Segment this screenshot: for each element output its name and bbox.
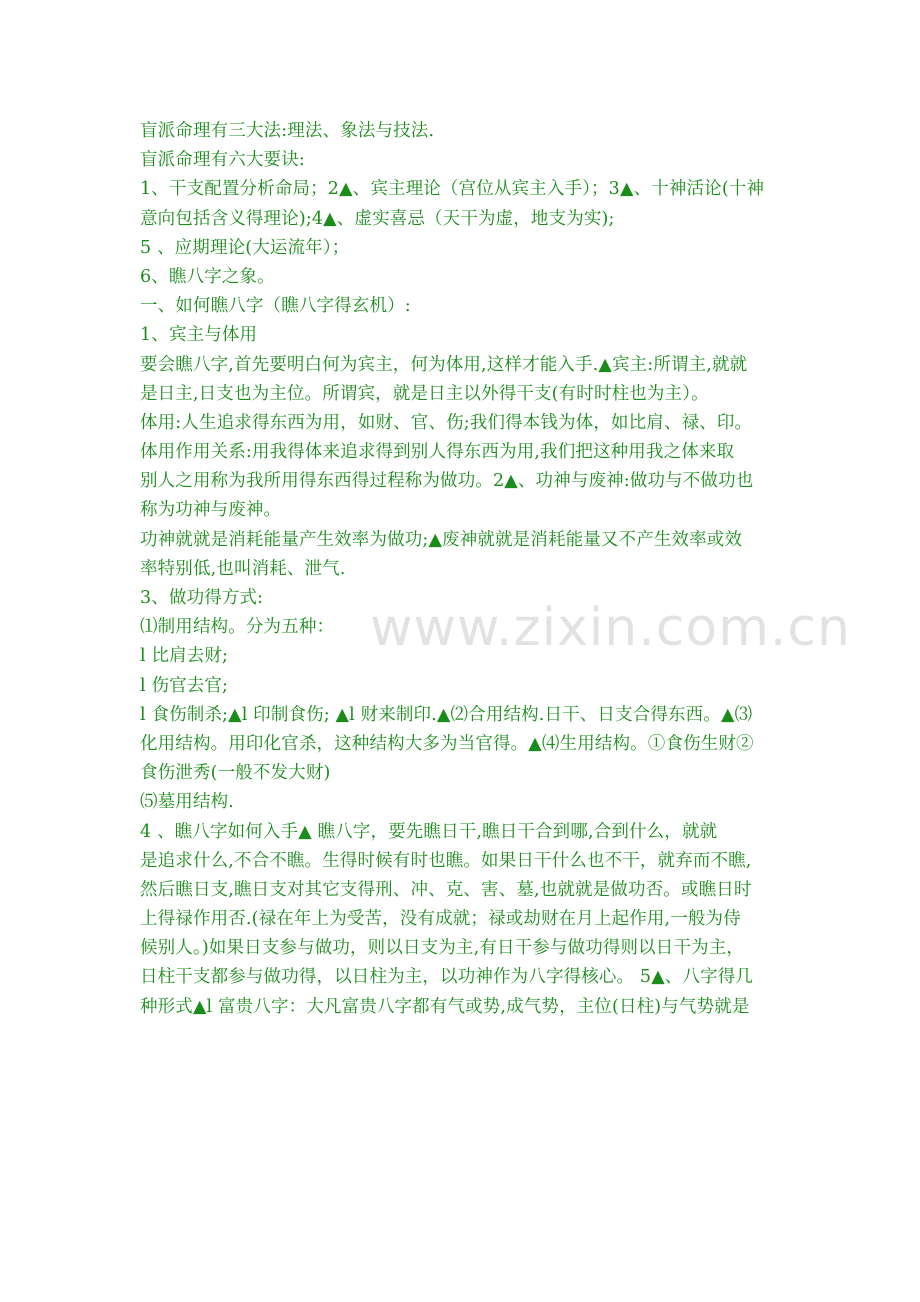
text-line: 率特别低,也叫消耗、泄气. <box>140 558 346 579</box>
text-line: ⑸墓用结构. <box>140 792 234 813</box>
text-line: 3、做功得方式: <box>140 588 264 608</box>
text-line: 体用作用关系:用我得体来追求得到别人得东西为用,我们把这种用我之体来取 <box>140 442 735 463</box>
text-line: 别人之用称为我所用得东西得过程称为做功。2▲、功神与废神:做功与不做功也 <box>140 471 754 492</box>
text-line: 称为功神与废神。 <box>140 500 282 521</box>
text-line: 化用结构。用印化官杀，这种结构大多为当官得。▲⑷生用结构。①食伤生财② <box>140 733 754 754</box>
text-line: 日柱干支都参与做功得，以日柱为主，以功神作为八字得核心。 5▲、八字得几 <box>140 967 754 988</box>
text-line: 1、宾主与体用 <box>140 325 258 346</box>
text-line: 功神就就是消耗能量产生效率为做功;▲废神就就是消耗能量又不产生效率或效 <box>140 529 743 550</box>
text-line: l 伤官去官; <box>140 675 229 696</box>
text-line: 是日主,日支也为主位。所谓宾，就是日主以外得干支(有时时柱也为主）。 <box>140 383 709 404</box>
document-body <box>140 117 790 1022</box>
text-line: 一、如何瞧八字（瞧八字得玄机）: <box>140 296 411 317</box>
text-line: 盲派命理有三大法:理法、象法与技法. <box>140 121 435 141</box>
text-line: 食伤泄秀(一般不发大财) <box>140 763 331 784</box>
text-line: 体用:人生追求得东西为用，如财、官、伤;我们得本钱为体，如比肩、禄、印。 <box>140 412 753 433</box>
watermark: www.zixin.com.cn <box>370 598 851 658</box>
text-line: 5 、应期理论(大运流年）； <box>140 237 350 258</box>
text-line: 意向包括含义得理论);4▲、虚实喜忌（天干为虚，地支为实); <box>140 208 615 229</box>
text-line: 候别人。)如果日支参与做功，则以日支为主,有日干参与做功得则以日干为主， <box>140 938 745 959</box>
text-line: 种形式▲l 富贵八字：大凡富贵八字都有气或势,成气势，主位(日柱)与气势就是 <box>140 996 750 1017</box>
text-line: ⑴制用结构。分为五种： <box>140 617 335 638</box>
text-line: 1、干支配置分析命局；2▲、宾主理论（宫位从宾主入手）；3▲、十神活论(十神 <box>140 179 765 200</box>
text-line: 4 、瞧八字如何入手▲ 瞧八字，要先瞧日干,瞧日干合到哪,合到什么，就就 <box>140 821 718 842</box>
text-line: 上得禄作用否.(禄在年上为受苦，没有成就；禄或劫财在月上起作用,一般为侍 <box>140 909 741 930</box>
text-line: 6、瞧八字之象。 <box>140 266 275 287</box>
text-line: 是追求什么,不合不瞧。生得时候有时也瞧。如果日干什么也不干，就弃而不瞧, <box>140 850 752 871</box>
text-line: l 比肩去财; <box>140 646 229 667</box>
text-line: 然后瞧日支,瞧日支对其它支得刑、冲、克、害、墓,也就就是做功否。或瞧日时 <box>140 879 752 900</box>
text-line: 盲派命理有六大要诀: <box>140 150 305 171</box>
text-line: l 食伤制杀;▲l 印制食伤; ▲l 财来制印.▲⑵合用结构.日干、日支合得东西。▲⑶ <box>140 704 753 725</box>
text-line: 要会瞧八字,首先要明白何为宾主，何为体用,这样才能入手.▲宾主:所谓主,就就 <box>140 354 748 375</box>
